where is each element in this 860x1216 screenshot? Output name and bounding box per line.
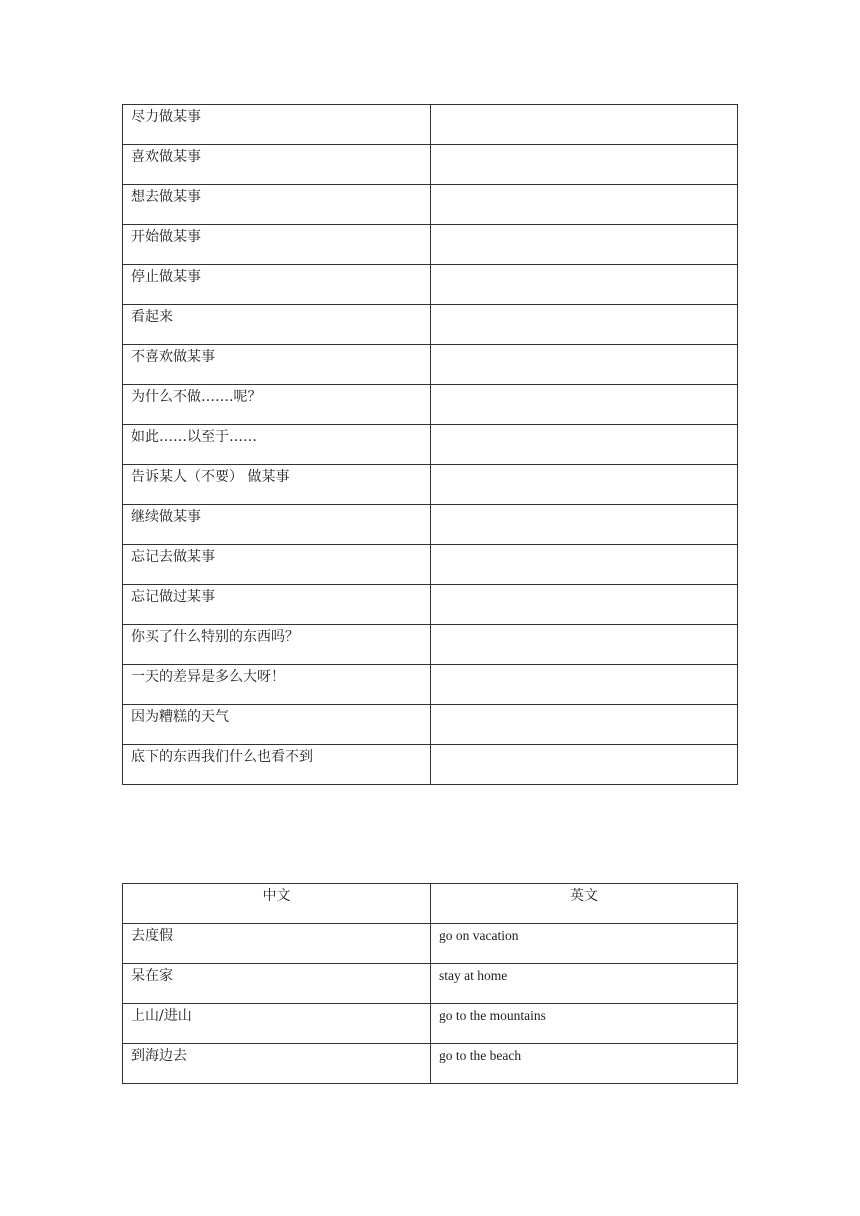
chinese-cell: 告诉某人（不要） 做某事: [123, 465, 431, 505]
table-row: [123, 465, 738, 505]
table-row: [123, 105, 738, 145]
english-cell: [431, 705, 738, 745]
english-cell: [431, 345, 738, 385]
table-row: [123, 505, 738, 545]
table-row: [123, 625, 738, 665]
english-cell: [431, 745, 738, 785]
chinese-cell: 为什么不做…….呢？: [123, 385, 431, 425]
chinese-cell: 喜欢做某事: [123, 145, 431, 185]
english-cell: [431, 385, 738, 425]
table-header-row: [123, 884, 738, 924]
english-cell: go on vacation: [431, 924, 738, 964]
chinese-cell: 如此……以至于……: [123, 425, 431, 465]
chinese-cell: 去度假: [123, 924, 431, 964]
table-row: [123, 964, 738, 1004]
chinese-cell: 忘记做过某事: [123, 585, 431, 625]
table-row: [123, 225, 738, 265]
header-chinese: 中文: [123, 884, 431, 924]
chinese-cell: 一天的差异是多么大呀！: [123, 665, 431, 705]
table-row: [123, 185, 738, 225]
english-cell: [431, 665, 738, 705]
chinese-cell: 上山/进山: [123, 1004, 431, 1044]
phrase-table-blank-body: [123, 105, 738, 785]
english-cell: [431, 425, 738, 465]
english-cell: [431, 585, 738, 625]
table-row: [123, 1044, 738, 1084]
table-row: [123, 265, 738, 305]
header-english: 英文: [431, 884, 738, 924]
chinese-cell: 尽力做某事: [123, 105, 431, 145]
english-cell: go to the mountains: [431, 1004, 738, 1044]
chinese-cell: 呆在家: [123, 964, 431, 1004]
chinese-cell: 底下的东西我们什么也看不到: [123, 745, 431, 785]
english-cell: [431, 625, 738, 665]
chinese-cell: 忘记去做某事: [123, 545, 431, 585]
table-row: [123, 745, 738, 785]
phrase-table-blank: [122, 104, 738, 785]
english-cell: stay at home: [431, 964, 738, 1004]
english-cell: [431, 145, 738, 185]
table-row: [123, 665, 738, 705]
phrase-table-answers-body: [123, 884, 738, 1084]
table-row: [123, 585, 738, 625]
english-cell: go to the beach: [431, 1044, 738, 1084]
chinese-cell: 看起来: [123, 305, 431, 345]
table-row: [123, 1004, 738, 1044]
english-cell: [431, 465, 738, 505]
english-cell: [431, 265, 738, 305]
table-row: [123, 345, 738, 385]
chinese-cell: 到海边去: [123, 1044, 431, 1084]
chinese-cell: 开始做某事: [123, 225, 431, 265]
english-cell: [431, 105, 738, 145]
chinese-cell: 不喜欢做某事: [123, 345, 431, 385]
chinese-cell: 继续做某事: [123, 505, 431, 545]
chinese-cell: 想去做某事: [123, 185, 431, 225]
table-row: [123, 924, 738, 964]
english-cell: [431, 225, 738, 265]
table-row: [123, 705, 738, 745]
phrase-table-answers: [122, 883, 738, 1084]
english-cell: [431, 185, 738, 225]
english-cell: [431, 505, 738, 545]
table-row: [123, 145, 738, 185]
table-row: [123, 425, 738, 465]
chinese-cell: 因为糟糕的天气: [123, 705, 431, 745]
english-cell: [431, 305, 738, 345]
chinese-cell: 你买了什么特别的东西吗？: [123, 625, 431, 665]
english-cell: [431, 545, 738, 585]
table-row: [123, 305, 738, 345]
table-row: [123, 385, 738, 425]
table-row: [123, 545, 738, 585]
chinese-cell: 停止做某事: [123, 265, 431, 305]
